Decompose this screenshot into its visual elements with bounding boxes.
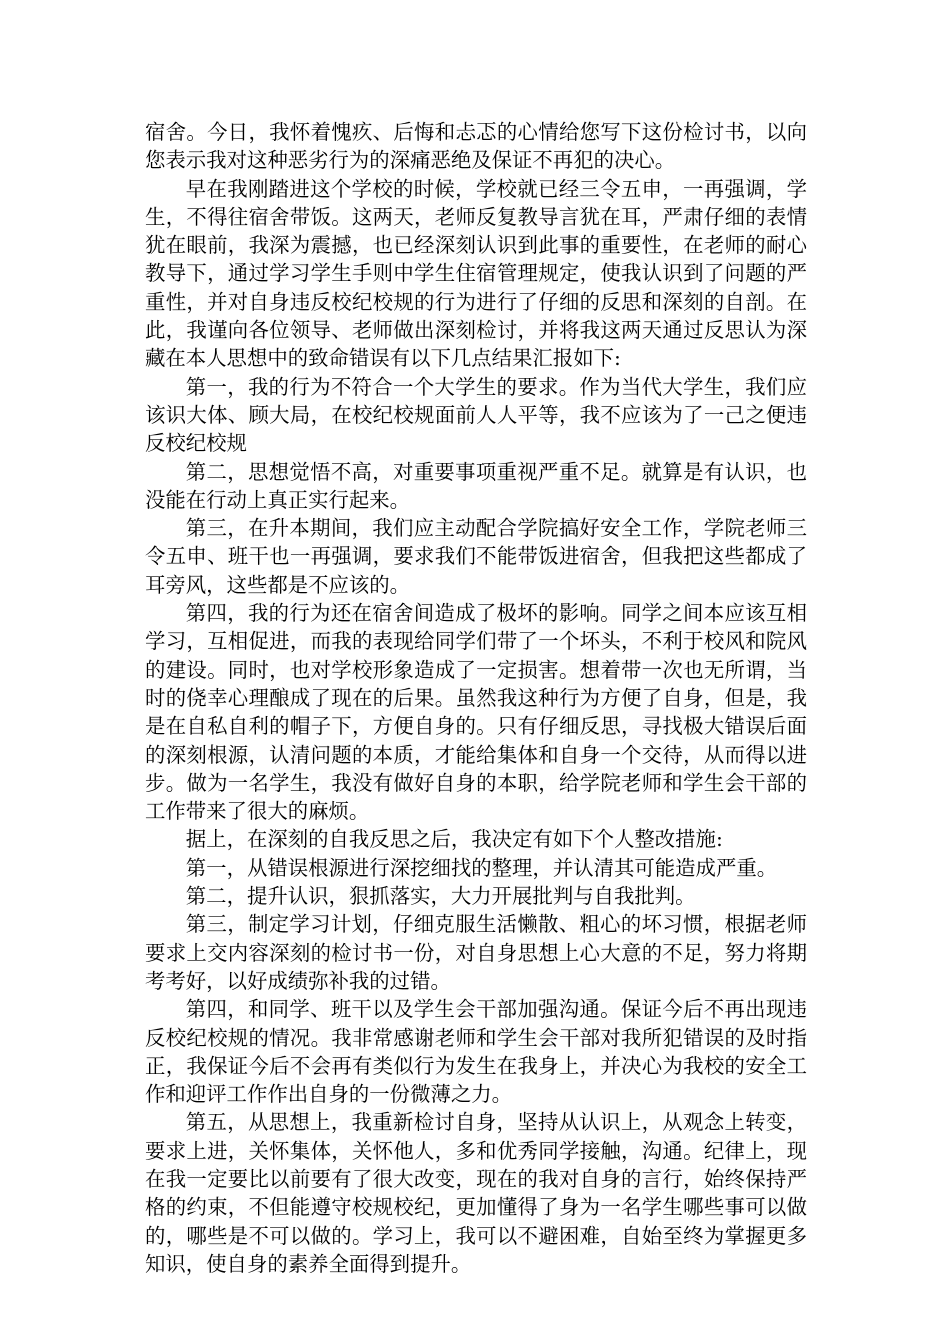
paragraph-8: 第一，从错误根源进行深挖细找的整理，并认清其可能造成严重。 (185, 855, 778, 880)
paragraph-1: 宿舍。今日，我怀着愧疚、后悔和忐忑的心情给您写下这份检讨书，以向您表示我对这种恶劣行为的深痛恶绝及保证不再犯的决心。 (145, 120, 807, 173)
paragraph-9: 第二，提升认识，狠抓落实，大力开展批判与自我批判。 (185, 884, 696, 909)
paragraph-3: 第一，我的行为不符合一个大学生的要求。作为当代大学生，我们应该识大体、顾大局，在校纪校规面前人人平等，我不应该为了一己之便违反校纪校规 (145, 374, 807, 456)
paragraph-2: 早在我刚踏进这个学校的时候，学校就已经三令五申，一再强调，学生，不得往宿舍带饭。这两天，老师反复教导言犹在耳，严肃仔细的表情犹在眼前，我深为震撼，也已经深刻认识到此事的重要性，在老师的耐心教导下，通过学习学生手则中学生住宿管理规定，使我认识到了问题的严重性，并对自身违反校纪校规的行为进行了仔细的反思和深刻的自剖。在此，我谨向各位领导、老师做出深刻检讨，并将我这两天通过反思认为深藏在本人思想中的致命错误有以下几点结果汇报如下: (145, 176, 807, 371)
paragraph-12: 第五，从思想上，我重新检讨自身，坚持从认识上，从观念上转变，要求上进，关怀集体，关怀他人，多和优秀同学接触，沟通。纪律上，现在我一定要比以前要有了很大改变，现在的我对自身的言行，始终保持严格的约束，不但能遵守校规校纪，更加懂得了身为一名学生哪些事可以做的，哪些是不可以做的。学习上，我可以不避困难，自始至终为掌握更多知识，使自身的素养全面得到提升。 (145, 1110, 807, 1276)
document-body (145, 118, 807, 1278)
paragraph-4: 第二，思想觉悟不高，对重要事项重视严重不足。就算是有认识，也没能在行动上真正实行起来。 (145, 459, 807, 512)
paragraph-10: 第三，制定学习计划，仔细克服生活懒散、粗心的坏习惯，根据老师要求上交内容深刻的检讨书一份，对自身思想上心大意的不足，努力将期考考好，以好成绩弥补我的过错。 (145, 912, 807, 993)
paragraph-6: 第四，我的行为还在宿舍间造成了极坏的影响。同学之间本应该互相学习，互相促进，而我的表现给同学们带了一个坏头，不利于校风和院风的建设。同时，也对学校形象造成了一定损害。想着带一次也无所谓，当时的侥幸心理酿成了现在的后果。虽然我这种行为方便了自身，但是，我是在自私自利的帽子下，方便自身的。只有仔细反思，寻找极大错误后面的深刻根源，认清问题的本质，才能给集体和自身一个交待，从而得以进步。做为一名学生，我没有做好自身的本职，给学院老师和学生会干部的工作带来了很大的麻烦。 (145, 601, 807, 824)
paragraph-11: 第四，和同学、班干以及学生会干部加强沟通。保证今后不再出现违反校纪校规的情况。我非常感谢老师和学生会干部对我所犯错误的及时指正，我保证今后不会再有类似行为发生在我身上，并决心为我校的安全工作和迎评工作作出自身的一份微薄之力。 (145, 997, 807, 1107)
paragraph-7: 据上，在深刻的自我反思之后，我决定有如下个人整改措施: (185, 827, 723, 852)
paragraph-5: 第三，在升本期间，我们应主动配合学院搞好安全工作，学院老师三令五申、班干也一再强调，要求我们不能带饭进宿舍，但我把这些都成了耳旁风，这些都是不应该的。 (145, 516, 807, 597)
